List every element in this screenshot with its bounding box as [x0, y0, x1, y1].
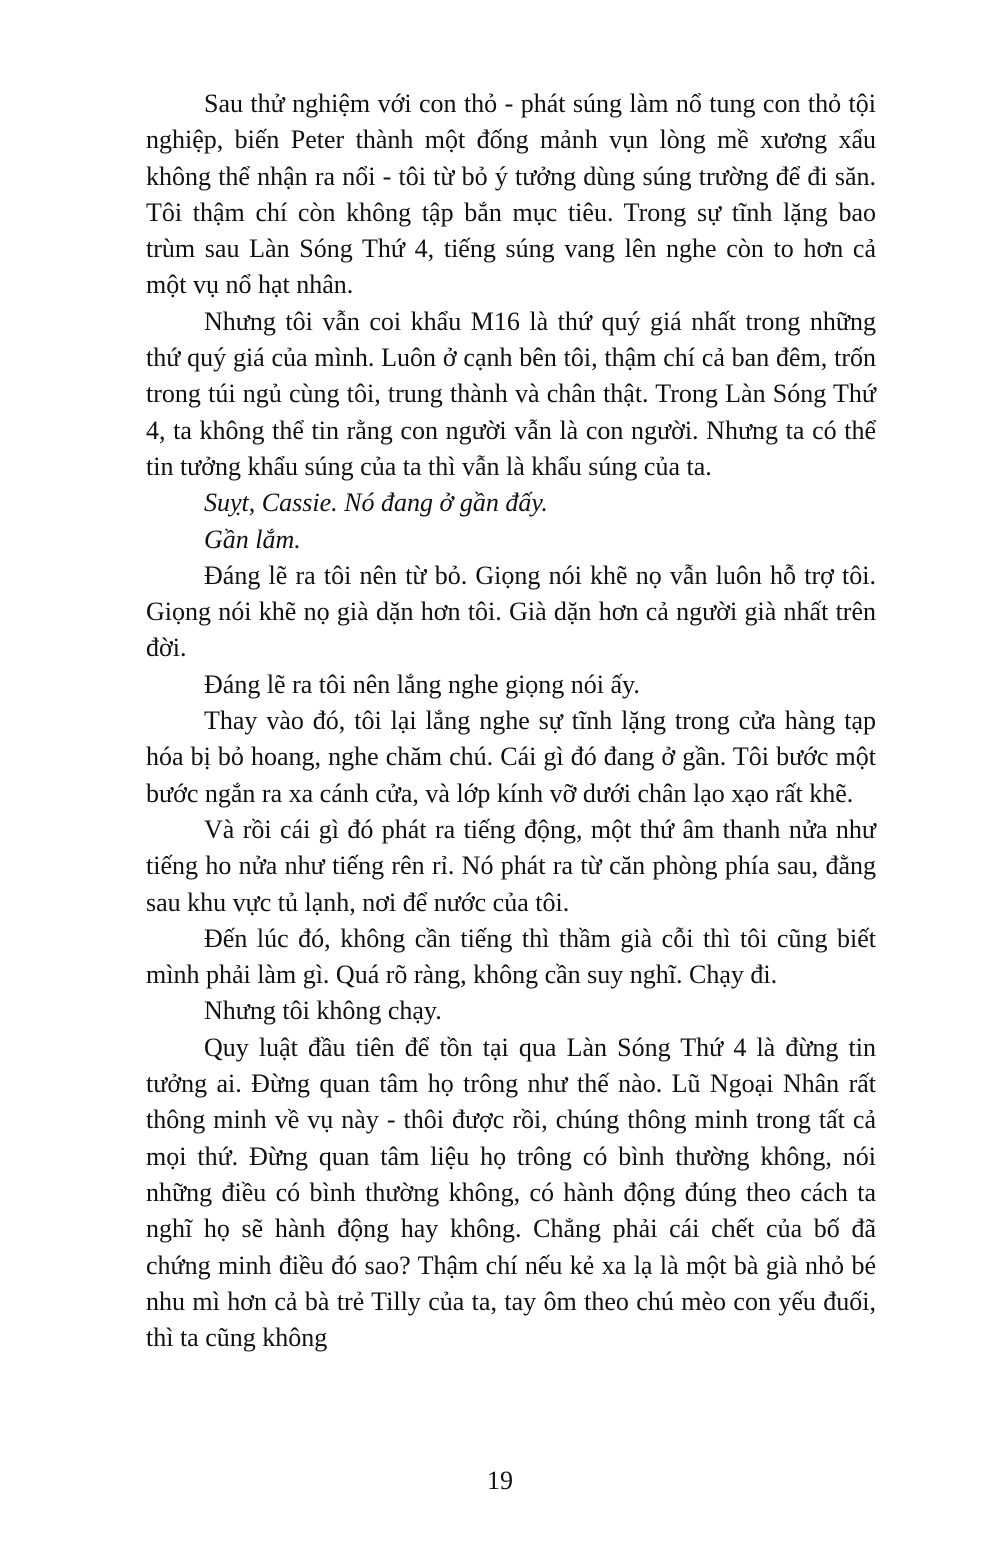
- paragraph: Thay vào đó, tôi lại lắng nghe sự tĩnh lặng trong cửa hàng tạp hóa bị bỏ hoang, nghe chăm chú. Cái gì đó đang ở gần. Tôi bước một bước ngắn ra xa cánh cửa, và lớp kính vỡ dưới chân lạo xạo rất khẽ.: [146, 706, 876, 808]
- paragraph: Sau thử nghiệm với con thỏ - phát súng làm nổ tung con thỏ tội nghiệp, biến Peter thành một đống mảnh vụn lòng mề xương xẩu không thể nhận ra nổi - tôi từ bỏ ý tưởng dùng súng trường để đi săn. Tôi thậm chí còn không tập bắn mục tiêu. Trong sự tĩnh lặng bao trùm sau Làn Sóng Thứ 4, tiếng súng vang lên nghe còn to hơn cả một vụ nổ hạt nhân.: [146, 89, 876, 300]
- paragraph: Và rồi cái gì đó phát ra tiếng động, một thứ âm thanh nửa như tiếng ho nửa như tiếng rên rỉ. Nó phát ra từ căn phòng phía sau, đằng sau khu vực tủ lạnh, nơi để nước của tôi.: [146, 814, 876, 917]
- body-text: [146, 86, 876, 1356]
- paragraph: Quy luật đầu tiên để tồn tại qua Làn Sóng Thứ 4 là đừng tin tưởng ai. Đừng quan tâm họ trông như thế nào. Lũ Ngoại Nhân rất thông minh về vụ này - thôi được rồi, chúng thông minh trong tất cả mọi thứ. Đừng quan tâm liệu họ trông có bình thường không, nói những điều có bình thường không, có hành động đúng theo cách ta nghĩ họ sẽ hành động hay không. Chẳng phải cái chết của bố đã chứng minh điều đó sao? Thậm chí nếu kẻ xa lạ là một bà già nhỏ bé nhu mì hơn cả bà trẻ Tilly của ta, tay ôm theo chú mèo con yếu đuối, thì ta cũng không: [146, 1032, 876, 1353]
- paragraph: Nhưng tôi vẫn coi khẩu M16 là thứ quý giá nhất trong những thứ quý giá của mình. Luôn ở cạnh bên tôi, thậm chí cả ban đêm, trốn trong túi ngủ cùng tôi, trung thành và chân thật. Trong Làn Sóng Thứ 4, ta không thể tin rằng con người vẫn là con người. Nhưng ta có thể tin tưởng khẩu súng của ta thì vẫn là khẩu súng của ta.: [146, 306, 876, 481]
- italic-line: Gần lắm.: [204, 524, 301, 554]
- page-number: 19: [487, 1466, 513, 1495]
- paragraph: Đáng lẽ ra tôi nên từ bỏ. Giọng nói khẽ nọ vẫn luôn hỗ trợ tôi. Giọng nói khẽ nọ già dặn hơn tôi. Già dặn hơn cả người già nhất trên đời.: [146, 560, 876, 663]
- paragraph: Nhưng tôi không chạy.: [204, 996, 442, 1026]
- paragraph: Đáng lẽ ra tôi nên lắng nghe giọng nói ấy.: [204, 669, 640, 699]
- italic-line: Suỵt, Cassie. Nó đang ở gần đấy.: [204, 488, 548, 518]
- paragraph: Đến lúc đó, không cần tiếng thì thầm già cỗi thì tôi cũng biết mình phải làm gì. Quá rõ ràng, không cần suy nghĩ. Chạy đi.: [146, 923, 876, 990]
